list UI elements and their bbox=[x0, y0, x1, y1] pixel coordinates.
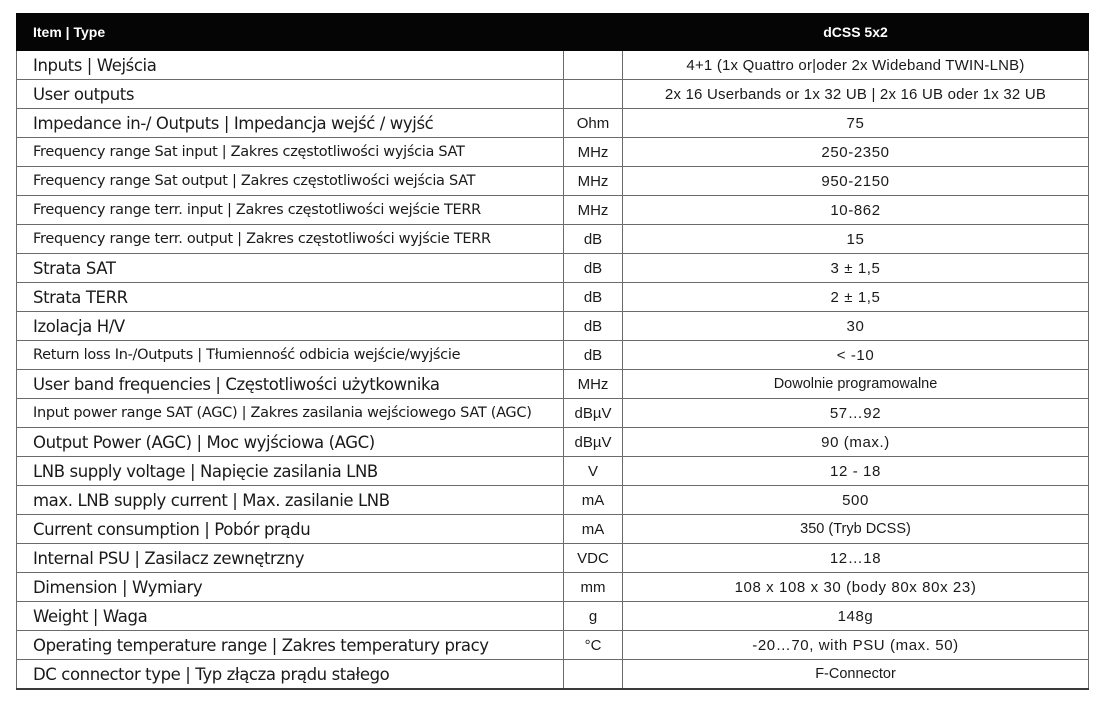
row-item: Dimension | Wymiary bbox=[17, 573, 564, 602]
row-item: User band frequencies | Częstotliwości użytkownika bbox=[17, 370, 564, 399]
table-row bbox=[17, 399, 1089, 428]
row-value: 108 x 108 x 30 (body 80x 80x 23) bbox=[623, 573, 1089, 602]
table-row bbox=[17, 109, 1089, 138]
row-item: Output Power (AGC) | Moc wyjściowa (AGC) bbox=[17, 428, 564, 457]
row-unit: VDC bbox=[564, 544, 623, 573]
row-item: Frequency range Sat output | Zakres częstotliwości wejścia SAT bbox=[17, 167, 564, 196]
row-unit: MHz bbox=[564, 167, 623, 196]
table-row bbox=[17, 515, 1089, 544]
row-item: Operating temperature range | Zakres temperatury pracy bbox=[17, 631, 564, 660]
row-item: Return loss In-/Outputs | Tłumienność odbicia wejście/wyjście bbox=[17, 341, 564, 370]
table-row bbox=[17, 457, 1089, 486]
row-item: Strata TERR bbox=[17, 283, 564, 312]
table-row bbox=[17, 225, 1089, 254]
row-value: Dowolnie programowalne bbox=[623, 370, 1089, 399]
table-row bbox=[17, 51, 1089, 80]
row-value: 57…92 bbox=[623, 399, 1089, 428]
row-unit: dB bbox=[564, 283, 623, 312]
row-value: 350 (Tryb DCSS) bbox=[623, 515, 1089, 544]
table-row bbox=[17, 341, 1089, 370]
row-value: 12 - 18 bbox=[623, 457, 1089, 486]
row-unit: dB bbox=[564, 341, 623, 370]
row-item: Frequency range Sat input | Zakres częstotliwości wyjścia SAT bbox=[17, 138, 564, 167]
table-row bbox=[17, 370, 1089, 399]
row-item: Weight | Waga bbox=[17, 602, 564, 631]
row-item: Frequency range terr. input | Zakres częstotliwości wejście TERR bbox=[17, 196, 564, 225]
row-unit bbox=[564, 660, 623, 690]
row-unit: dBµV bbox=[564, 428, 623, 457]
table-row bbox=[17, 254, 1089, 283]
row-item: Internal PSU | Zasilacz zewnętrzny bbox=[17, 544, 564, 573]
row-item: Current consumption | Pobór prądu bbox=[17, 515, 564, 544]
header-row bbox=[17, 14, 1089, 51]
row-unit: dBµV bbox=[564, 399, 623, 428]
row-value: 950-2150 bbox=[623, 167, 1089, 196]
row-unit: mA bbox=[564, 515, 623, 544]
header-product: dCSS 5x2 bbox=[623, 14, 1089, 51]
row-unit: Ohm bbox=[564, 109, 623, 138]
table-row bbox=[17, 80, 1089, 109]
row-value: -20…70, with PSU (max. 50) bbox=[623, 631, 1089, 660]
table-row bbox=[17, 573, 1089, 602]
row-unit: MHz bbox=[564, 196, 623, 225]
row-unit: V bbox=[564, 457, 623, 486]
row-item: DC connector type | Typ złącza prądu stałego bbox=[17, 660, 564, 690]
row-value: F-Connector bbox=[623, 660, 1089, 690]
row-value: 30 bbox=[623, 312, 1089, 341]
table-row bbox=[17, 138, 1089, 167]
table-row bbox=[17, 631, 1089, 660]
row-item: Frequency range terr. output | Zakres częstotliwości wyjście TERR bbox=[17, 225, 564, 254]
row-value: 500 bbox=[623, 486, 1089, 515]
table-row bbox=[17, 544, 1089, 573]
row-value: 15 bbox=[623, 225, 1089, 254]
table-row bbox=[17, 196, 1089, 225]
row-value: 90 (max.) bbox=[623, 428, 1089, 457]
row-item: Strata SAT bbox=[17, 254, 564, 283]
row-unit: MHz bbox=[564, 370, 623, 399]
table-row bbox=[17, 167, 1089, 196]
table-row bbox=[17, 660, 1089, 690]
row-unit: mA bbox=[564, 486, 623, 515]
row-value: 250-2350 bbox=[623, 138, 1089, 167]
table-row bbox=[17, 602, 1089, 631]
header-item-type: Item | Type bbox=[17, 14, 623, 51]
row-unit: °C bbox=[564, 631, 623, 660]
table-row bbox=[17, 283, 1089, 312]
spec-table bbox=[16, 13, 1089, 690]
row-unit: g bbox=[564, 602, 623, 631]
table-row bbox=[17, 312, 1089, 341]
row-item: Input power range SAT (AGC) | Zakres zasilania wejściowego SAT (AGC) bbox=[17, 399, 564, 428]
table-row bbox=[17, 428, 1089, 457]
row-value: 148g bbox=[623, 602, 1089, 631]
row-unit: mm bbox=[564, 573, 623, 602]
row-unit: dB bbox=[564, 254, 623, 283]
row-value: 4+1 (1x Quattro or|oder 2x Wideband TWIN-LNB) bbox=[623, 51, 1089, 80]
row-unit: dB bbox=[564, 225, 623, 254]
row-item: Impedance in-/ Outputs | Impedancja wejść / wyjść bbox=[17, 109, 564, 138]
row-item: LNB supply voltage | Napięcie zasilania LNB bbox=[17, 457, 564, 486]
row-item: User outputs bbox=[17, 80, 564, 109]
row-item: Inputs | Wejścia bbox=[17, 51, 564, 80]
row-value: 3 ± 1,5 bbox=[623, 254, 1089, 283]
row-unit bbox=[564, 51, 623, 80]
row-unit: MHz bbox=[564, 138, 623, 167]
row-value: 2 ± 1,5 bbox=[623, 283, 1089, 312]
row-value: 10-862 bbox=[623, 196, 1089, 225]
row-value: 75 bbox=[623, 109, 1089, 138]
table-body bbox=[17, 51, 1089, 690]
row-value: 12…18 bbox=[623, 544, 1089, 573]
row-item: max. LNB supply current | Max. zasilanie LNB bbox=[17, 486, 564, 515]
row-value: 2x 16 Userbands or 1x 32 UB | 2x 16 UB oder 1x 32 UB bbox=[623, 80, 1089, 109]
row-value: < -10 bbox=[623, 341, 1089, 370]
table-header bbox=[17, 14, 1089, 51]
row-unit: dB bbox=[564, 312, 623, 341]
row-item: Izolacja H/V bbox=[17, 312, 564, 341]
table-row bbox=[17, 486, 1089, 515]
row-unit bbox=[564, 80, 623, 109]
